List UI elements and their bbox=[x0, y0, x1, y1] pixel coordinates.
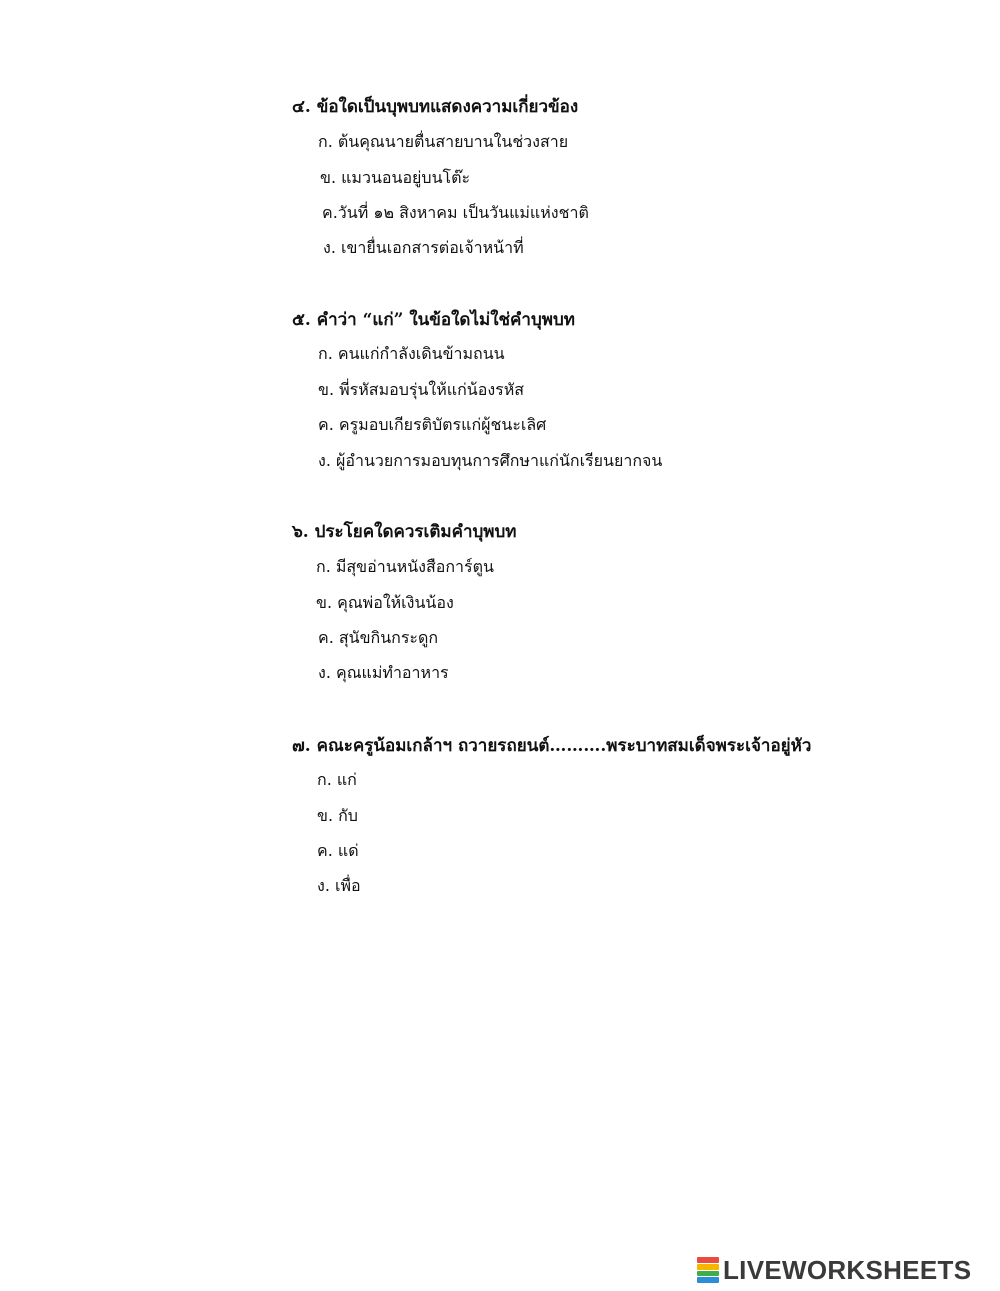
question-6-option-d: ง. คุณแม่ทำอาหาร bbox=[318, 663, 449, 682]
question-7-option-c: ค. แด่ bbox=[317, 841, 359, 860]
question-7-option-b: ข. กับ bbox=[317, 806, 358, 825]
question-6-option-c: ค. สุนัขกินกระดูก bbox=[318, 628, 439, 647]
question-5-option-a: ก. คนแก่กำลังเดินข้ามถนน bbox=[318, 344, 505, 363]
question-6-title: ๖. ประโยคใดควรเติมคำบุพบท bbox=[292, 522, 517, 542]
logo-block-icon bbox=[697, 1277, 719, 1283]
question-6-option-a: ก. มีสุขอ่านหนังสือการ์ตูน bbox=[316, 557, 494, 576]
question-5-option-d: ง. ผู้อำนวยการมอบทุนการศึกษาแก่นักเรียนยากจน bbox=[318, 451, 663, 470]
question-7-option-a: ก. แก่ bbox=[317, 770, 357, 789]
logo-block-icon bbox=[697, 1264, 719, 1270]
logo-block-icon bbox=[697, 1257, 719, 1263]
liveworksheets-wordmark: LIVEWORKSHEETS bbox=[723, 1254, 972, 1285]
liveworksheets-logo[interactable] bbox=[697, 1254, 971, 1286]
liveworksheets-icon bbox=[697, 1257, 719, 1283]
question-7-title: ๗. คณะครูน้อมเกล้าฯ ถวายรถยนต์……….พระบาทสมเด็จพระเจ้าอยู่หัว bbox=[292, 736, 812, 756]
question-4-option-d: ง. เขายื่นเอกสารต่อเจ้าหน้าที่ bbox=[323, 238, 524, 257]
question-5-option-b: ข. พี่รหัสมอบรุ่นให้แก่น้องรหัส bbox=[318, 380, 525, 399]
question-4-title: ๔. ข้อใดเป็นบุพบทแสดงความเกี่ยวข้อง bbox=[292, 97, 579, 117]
question-5-title: ๕. คำว่า “แก่” ในข้อใดไม่ใช่คำบุพบท bbox=[292, 310, 575, 330]
question-4-option-a: ก. ต้นคุณนายตื่นสายบานในช่วงสาย bbox=[318, 132, 569, 151]
question-7-option-d: ง. เพื่อ bbox=[317, 876, 361, 895]
question-4-option-b: ข. แมวนอนอยู่บนโต๊ะ bbox=[320, 168, 471, 187]
question-4-option-c: ค.วันที่ ๑๒ สิงหาคม เป็นวันแม่แห่งชาติ bbox=[322, 203, 589, 222]
question-5-option-c: ค. ครูมอบเกียรติบัตรแก่ผู้ชนะเลิศ bbox=[318, 415, 547, 434]
question-6-option-b: ข. คุณพ่อให้เงินน้อง bbox=[316, 593, 454, 612]
logo-block-icon bbox=[697, 1271, 719, 1277]
